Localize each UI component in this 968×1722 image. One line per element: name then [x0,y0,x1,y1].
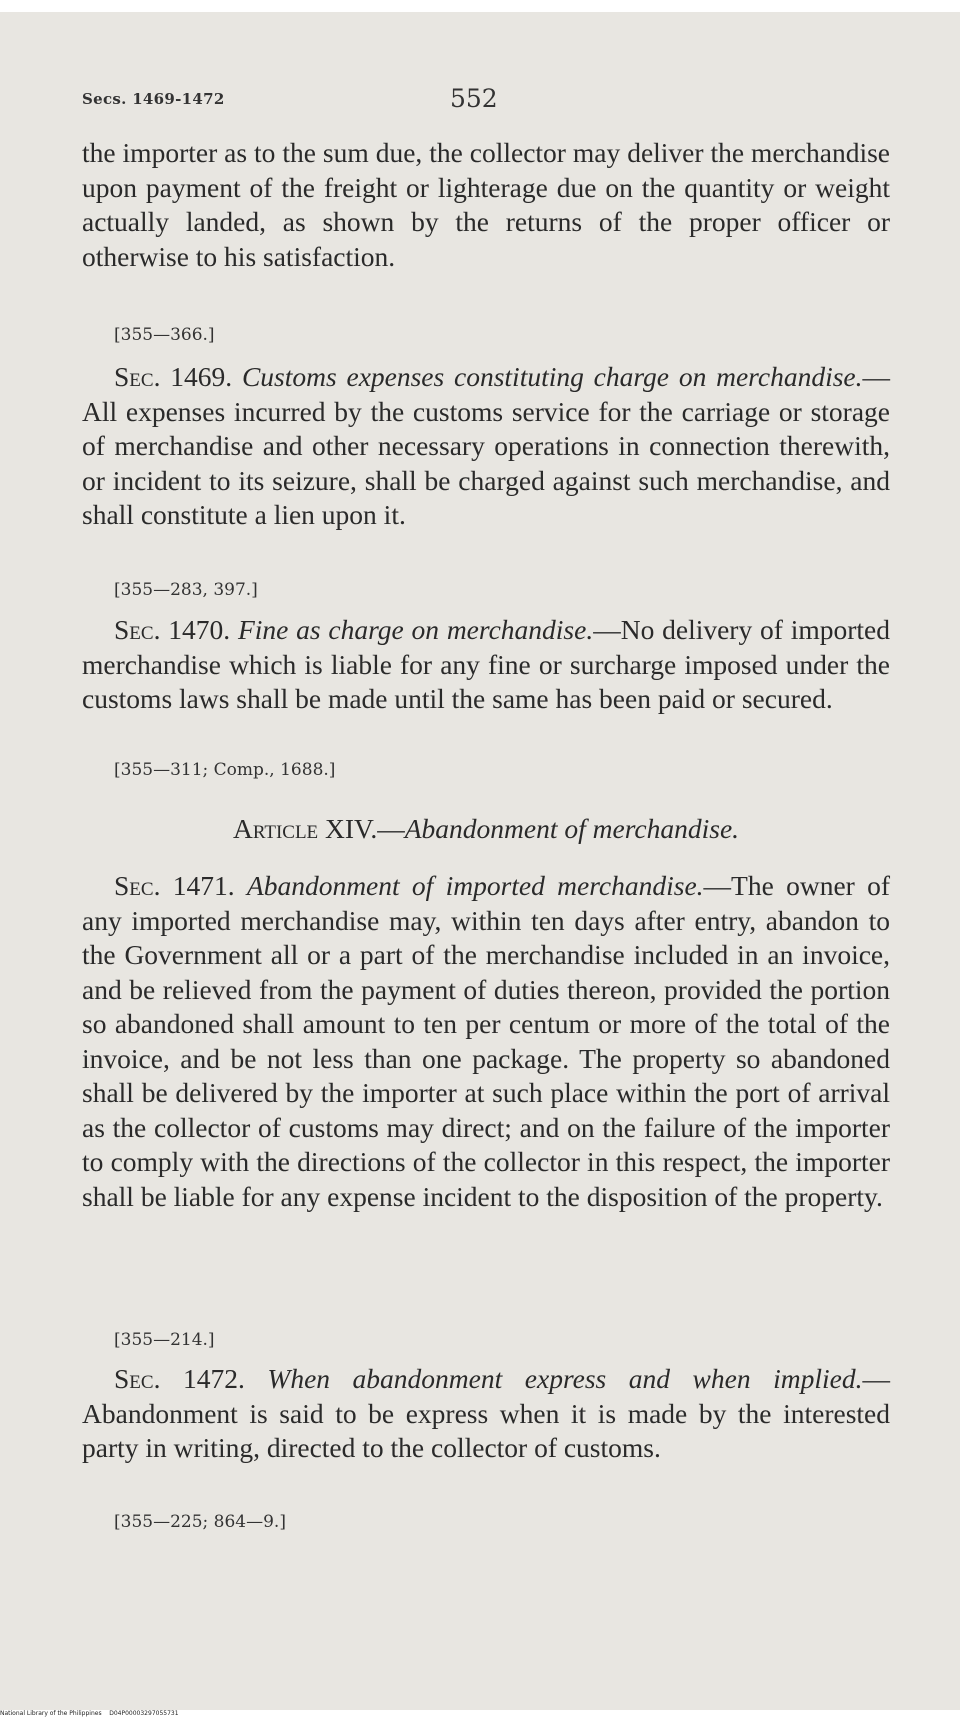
continuation-text: the importer as to the sum due, the collector may deliver the merchandise upon payment of the freight or lighterage due on the quantity or weight actually landed, as shown by the returns of the proper officer or otherwise to his satisfaction. [82,137,890,272]
section-text: All expenses incurred by the customs service for the carriage or storage of merchandise and other necessary operations in connection therewith, or incident to its seizure, shall be charged against such merchandise, and shall constitute a lien upon it. [82,395,890,530]
section-1471: Sec. 1471. Abandonment of imported merchandise.—The owner of any imported merchandise may, within ten days after entry, abandon to the Government all or a part of the merchandise included in an invoice, and be relieved from the payment of duties thereon, provided the portion so abandoned shall amount to ten per centum or more of the total of the invoice, and be not less than one package. The property so abandoned shall be delivered by the importer at such place within the port of arrival as the collector of customs may direct; and on the failure of the importer to comply with the directions of the collector in this respect, the importer shall be liable for any expense incident to the disposition of the property. [82,870,890,1212]
citation: [355—225; 864—9.] [114,1512,286,1532]
section-text: Abandonment is said to be express when it is made by the interested party in writing, directed to the collector of customs. [82,1397,890,1463]
scan-code: D04P00003297055731 [109,1710,179,1717]
section-text: No delivery of imported merchandise which is liable for any fine or surcharge imposed under the customs laws shall be made until the same has been paid or secured. [82,614,891,714]
continuation-paragraph [82,136,890,274]
section-1472: Sec. 1472. When abandonment express and when implied.—Abandonment is said to be express when it is made by the interested party in writing, directed to the collector of customs. [82,1363,891,1463]
library-name: National Library of the Philippines [0,1710,102,1717]
section-number: Sec. 1469. [114,361,233,392]
article-number: Article XIV. [232,813,378,844]
section-title: Fine as charge on merchandise. [237,614,594,645]
section-title: Customs expenses constituting charge on merchandise. [241,361,863,392]
section-number: Sec. 1472. [114,1363,245,1394]
article-heading: Article XIV.—Abandonment of merchandise. [232,813,740,844]
scan-footer [0,1710,179,1717]
section-1469: Sec. 1469. Customs expenses constituting charge on merchandise.—All expenses incurred by the customs service for the carriage or storage of merchandise and other necessary operations in connection therewith, or incident to its seizure, shall be charged against such merchandise, and shall constitute a lien upon it. [82,361,890,530]
section-title: Abandonment of imported merchandise. [246,870,704,901]
citation: [355—311; Comp., 1688.] [114,760,336,780]
section-title: When abandonment express and when implied. [267,1363,863,1394]
page-number: 552 [450,84,498,113]
section-number: Sec. 1470. [114,614,231,645]
section-number: Sec. 1471. [114,870,235,901]
citation: [355—283, 397.] [114,580,258,600]
citation: [355—214.] [114,1330,215,1350]
section-range-header: Secs. 1469-1472 [82,90,225,108]
section-text: The owner of any imported merchandise may, within ten days after entry, abandon to the Government all or a part of the merchandise included in an invoice, and be relieved from the payment of duties thereon, provided the portion so abandoned shall amount to ten per centum or more of the total of the invoice, and be not less than one package. The property so abandoned shall be delivered by the importer at such place within the port of arrival as the collector of customs may direct; and on the failure of the importer to comply with the directions of the collector in this respect, the importer shall be liable for any expense incident to the disposition of the property. [82,870,890,1212]
article-title: Abandonment of merchandise. [404,813,740,844]
citation: [355—366.] [114,325,215,345]
section-1470: Sec. 1470. Fine as charge on merchandise.—No delivery of imported merchandise which is liable for any fine or surcharge imposed under the customs laws shall be made until the same has been paid or secured. [82,614,891,714]
